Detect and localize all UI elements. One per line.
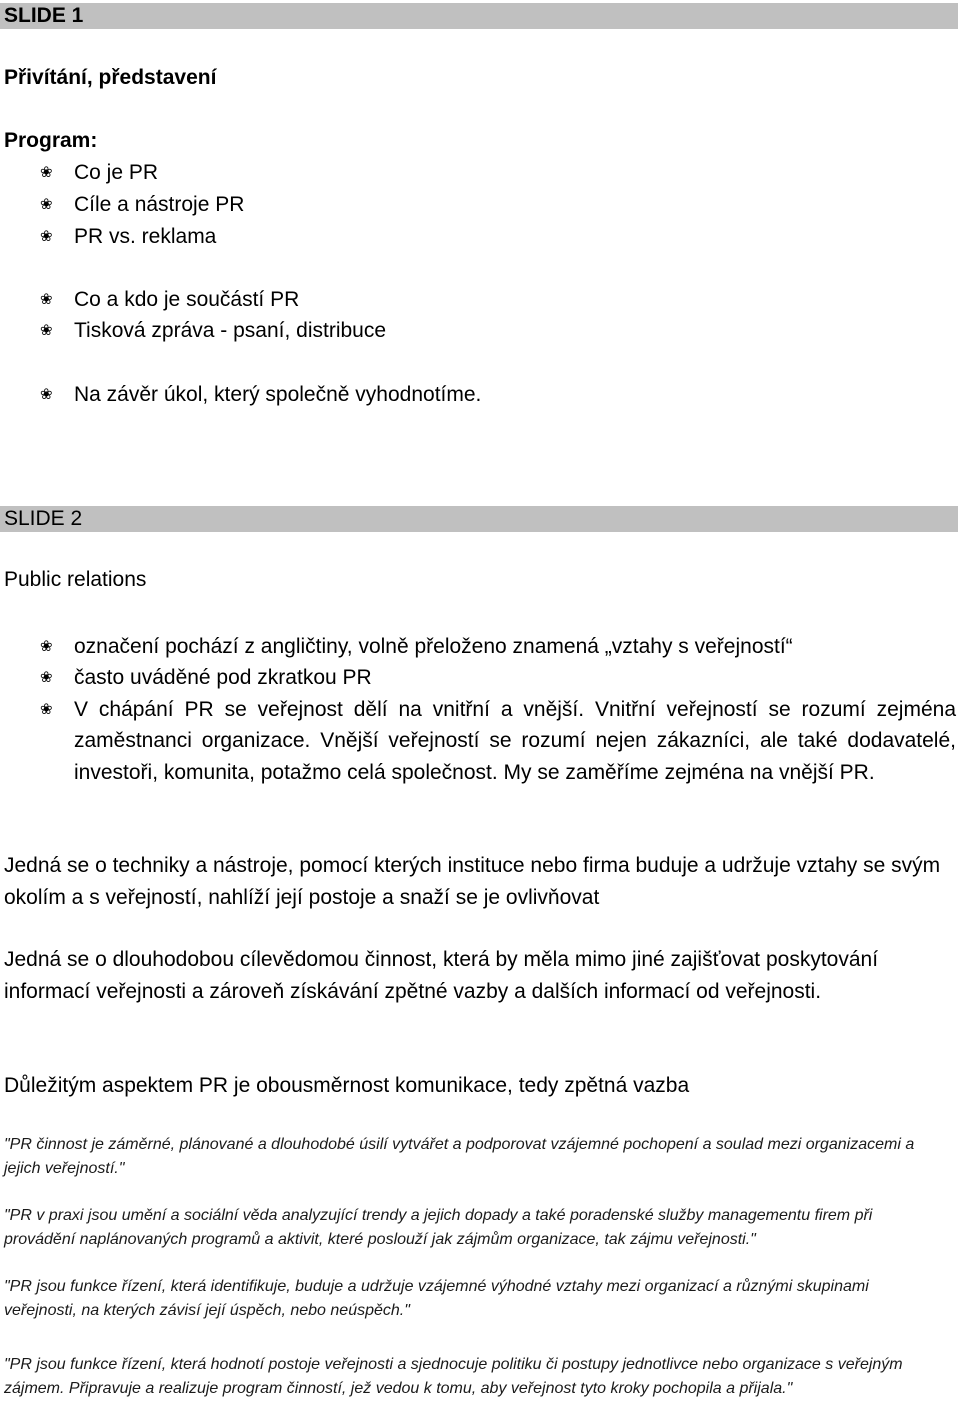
program-item-text: Co a kdo je součástí PR <box>74 288 300 311</box>
bullet-arrow-icon: ❀ <box>40 386 53 403</box>
program-item-text: Cíle a nástroje PR <box>74 193 245 216</box>
bullet-arrow-icon: ❀ <box>40 291 53 308</box>
program-item-text: Tisková zpráva - psaní, distribuce <box>74 319 387 342</box>
pr-bullet <box>40 631 956 662</box>
pr-definition-quote: "PR v praxi jsou umění a sociální věda analyzující trendy a jejich dopady a také poradenské služby managementu firem při provádění naplánovaných programů a aktivit, které poslouží jak zájmům organizace, tak zájmu veřejnosti." <box>4 1207 873 1248</box>
bullet-arrow-icon: ❀ <box>40 228 53 245</box>
pr-bullet-text: označení pochází z angličtiny, volně přeloženo znamená „vztahy s veřejností“ <box>74 635 793 658</box>
slide-2-title: Public relations <box>4 568 147 591</box>
pr-paragraph: Důležitým aspektem PR je obousměrnost komunikace, tedy zpětná vazba <box>4 1074 690 1097</box>
pr-definition-quote: "PR jsou funkce řízení, která hodnotí postoje veřejnosti a sjednocuje politiku či postupy jednotlivce nebo organizace s veřejným zájmem. Připravuje a realizuje program činností, jež vedou k tomu, aby veřejnost tyto kroky pochopila a přijala." <box>4 1356 903 1397</box>
program-item-text: Na závěr úkol, který společně vyhodnotíme. <box>74 383 482 406</box>
pr-bullet <box>40 662 956 693</box>
bullet-arrow-icon: ❀ <box>40 322 53 339</box>
pr-definition-quote: "PR jsou funkce řízení, která identifikuje, buduje a udržuje vzájemné výhodné vztahy mezi organizací a různými skupinami veřejnosti, na kterých závisí její úspěch, nebo neúspěch." <box>4 1278 869 1319</box>
welcome-heading: Přivítání, představení <box>4 66 217 89</box>
bullet-arrow-icon: ❀ <box>40 196 53 213</box>
bullet-arrow-icon: ❀ <box>40 638 53 655</box>
program-item-text: PR vs. reklama <box>74 225 217 248</box>
slide-1-header: SLIDE 1 <box>0 3 958 29</box>
slide-2-header: SLIDE 2 <box>0 506 958 532</box>
pr-bullet-text: často uváděné pod zkratkou PR <box>74 666 372 689</box>
pr-definition-quote: "PR činnost je záměrné, plánované a dlouhodobé úsilí vytvářet a podporovat vzájemné pochopení a soulad mezi organizacemi a jejich veřejností." <box>4 1136 915 1177</box>
pr-paragraph: Jedná se o dlouhodobou cílevědomou činnost, která by měla mimo jiné zajišťovat poskytování informací veřejnosti a zároveň získávání zpětné vazby a dalších informací od veřejnosti. <box>4 948 879 1003</box>
bullet-arrow-icon: ❀ <box>40 701 53 718</box>
program-label: Program: <box>4 129 98 152</box>
program-item-text: Co je PR <box>74 161 159 184</box>
pr-bullet-text: V chápání PR se veřejnost dělí na vnitřní a vnější. Vnitřní veřejností se rozumí zejména zaměstnanci organizace. Vnější veřejností se rozumí nejen zákazníci, ale také dodavatelé, investoři, komunita, potažmo celá společnost. My se zaměříme zejména na vnější PR. <box>74 698 956 784</box>
bullet-arrow-icon: ❀ <box>40 164 53 181</box>
pr-bullet <box>40 694 956 788</box>
pr-paragraph: Jedná se o techniky a nástroje, pomocí kterých instituce nebo firma buduje a udržuje vztahy se svým okolím a s veřejností, nahlíží její postoje a snaží se je ovlivňovat <box>4 854 941 909</box>
bullet-arrow-icon: ❀ <box>40 669 53 686</box>
